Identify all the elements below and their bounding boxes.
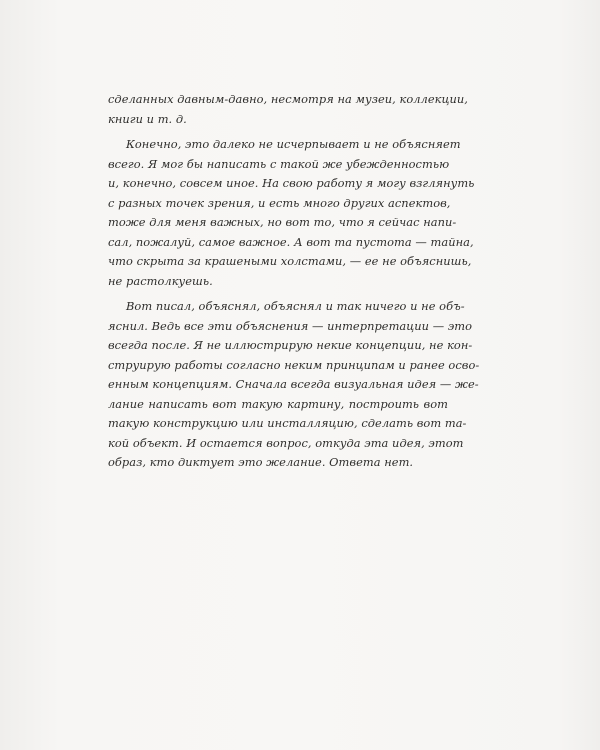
text-line: с разных точек зрения, и есть много других аспектов, bbox=[108, 195, 451, 210]
paragraph-1 bbox=[108, 90, 468, 129]
text-line: лание написать вот такую картину, построить вот bbox=[108, 396, 448, 411]
text-line: что скрыта за крашеными холстами, — ее не объяснишь, bbox=[108, 254, 472, 268]
text-line: всегда после. Я не иллюстрирую некие концепции, не кон- bbox=[108, 338, 473, 352]
text-line: струирую работы согласно неким принципам и ранее осво- bbox=[108, 357, 480, 372]
text-line: енным концепциям. Сначала всегда визуальная идея — же- bbox=[108, 377, 479, 391]
text-line: кой объект. И остается вопрос, откуда эта идея, этот bbox=[108, 435, 464, 450]
text-line: такую конструкцию или инсталляцию, сделать вот та- bbox=[108, 416, 467, 430]
text-line: и, конечно, совсем иное. На свою работу я могу взглянуть bbox=[108, 176, 475, 190]
text-line: Вот писал, объяснял, объяснял и так ничего и не объ- bbox=[126, 299, 465, 313]
text-line: сал, пожалуй, самое важное. А вот та пустота — тайна, bbox=[108, 234, 474, 249]
paragraph-2 bbox=[108, 135, 475, 291]
text-line: всего. Я мог бы написать с такой же убежденностью bbox=[108, 156, 450, 171]
text-line: образ, кто диктует это желание. Ответа нет. bbox=[108, 455, 414, 469]
text-line: Конечно, это далеко не исчерпывает и не объясняет bbox=[126, 137, 461, 151]
page-text bbox=[108, 90, 480, 479]
text-line: не растолкуешь. bbox=[108, 273, 213, 288]
text-line: тоже для меня важных, но вот то, что я сейчас напи- bbox=[108, 215, 457, 229]
paragraph-3 bbox=[108, 297, 480, 473]
text-line: яснил. Ведь все эти объяснения — интерпретации — это bbox=[108, 318, 473, 333]
text-line: сделанных давным-давно, несмотря на музеи, коллекции, bbox=[108, 92, 468, 106]
text-line: книги и т. д. bbox=[108, 111, 187, 126]
